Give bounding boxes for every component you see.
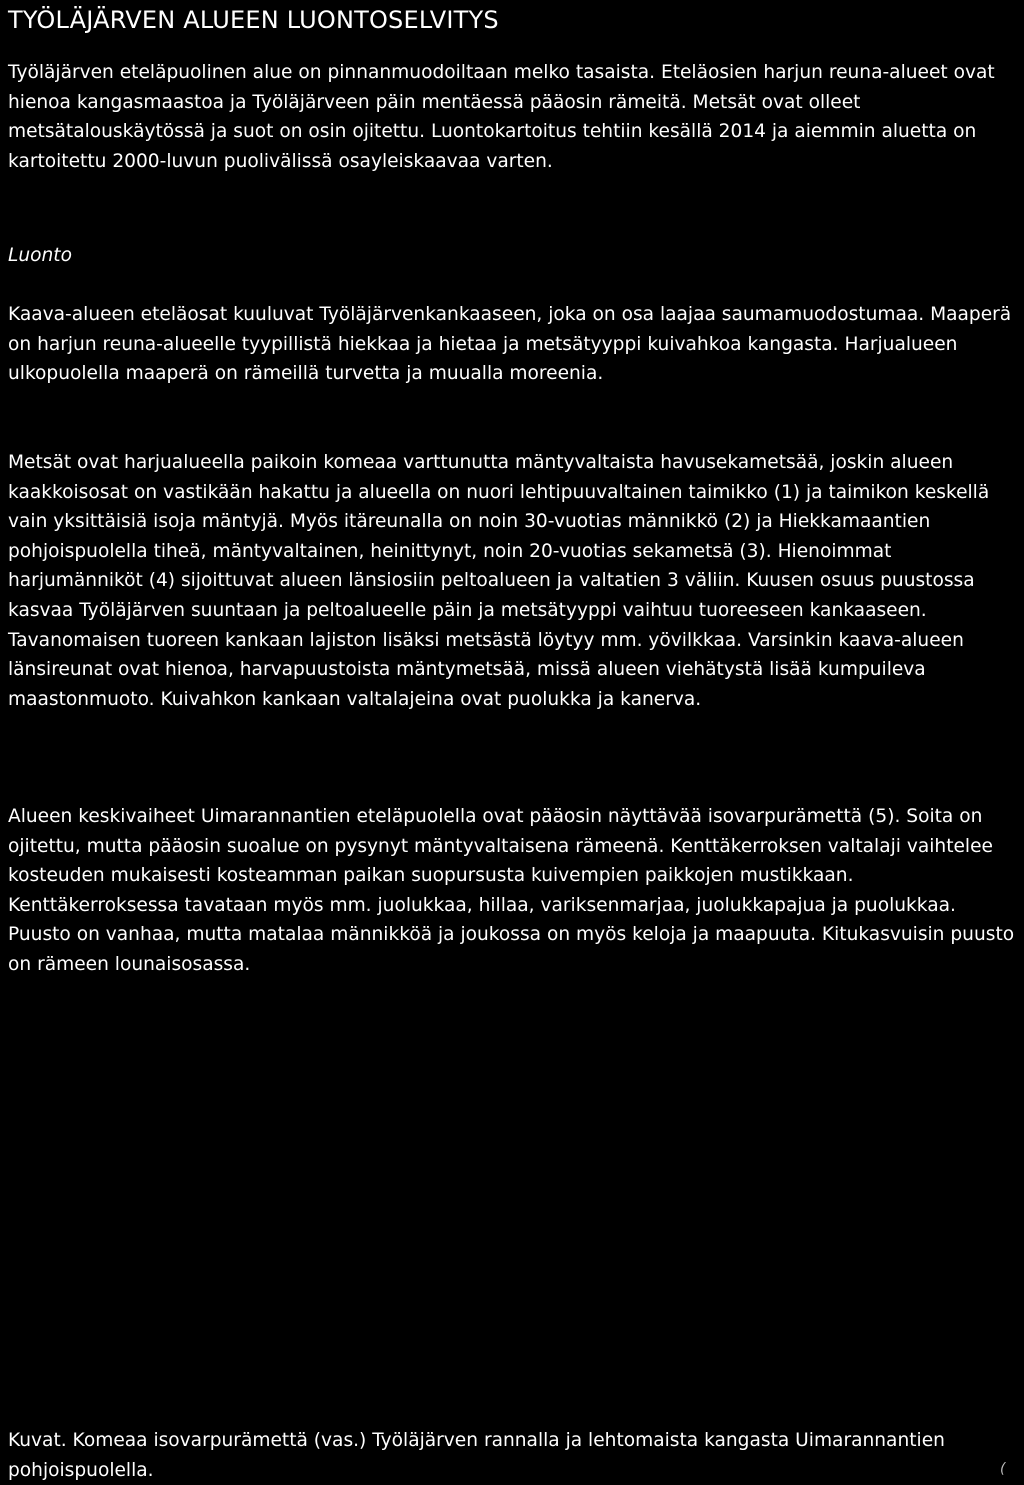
paragraph-forests: Metsät ovat harjualueella paikoin komeaa varttunutta mäntyvaltaista havusekametsää, joskin alueen kaakkoisosat on vastikään hakattu ja alueella on nuori lehtipuuvaltainen taimikko (1) ja taimikon keskellä vain yksittäisiä isoja mäntyjä. Myös itäreunalla on noin 30-vuotias männikkö (2) ja Hiekkamaantien pohjoispuolella tiheä, mäntyvaltainen, heinittynyt, noin 20-vuotias sekametsä (3). Hienoimmat harjumänniköt (4) sijoittuvat alueen länsiosiin peltoalueen ja valtatien 3 väliin. Kuusen osuus puustossa kasvaa Työläjärven suuntaan ja peltoalueelle päin ja metsätyyppi vaihtuu tuoreeseen kankaaseen. Tavanomaisen tuoreen kankaan lajiston lisäksi metsästä löytyy mm. yövilkkaa. Varsinkin kaava-alueen länsireunat ovat hienoa, harvapuustoista mäntymetsää, missä alueen viehätystä lisää kumpuileva maastonmuoto. Kuivahkon kankaan valtalajeina ovat puolukka ja kanerva. xyxy=(8,452,990,710)
corner-mark: ( xyxy=(1000,1461,1006,1477)
section-heading-luonto: Luonto xyxy=(8,245,72,266)
paragraph-soil: Kaava-alueen eteläosat kuuluvat Työläjärvenkankaaseen, joka on osa laajaa saumamuodostumaa. Maaperä on harjun reuna-alueelle tyypillistä hiekkaa ja hietaa ja metsätyyppi kuivahkoa kangasta. Harjualueen ulkopuolella maaperä on rämeillä turvetta ja muualla moreenia. xyxy=(8,304,1012,385)
paragraph-bog: Alueen keskivaiheet Uimarannantien eteläpuolella ovat pääosin näyttävää isovarpurämettä (5). Soita on ojitettu, mutta pääosin suoalue on pysynyt mäntyvaltaisena rämeenä. Kenttäkerroksen valtalaji vaihtelee kosteuden mukaisesti kosteamman paikan suopursusta kuivempien paikkojen mustikkaan. Kenttäkerroksessa tavataan myös mm. juolukkaa, hillaa, variksenmarjaa, juolukkapajua ja puolukkaa. Puusto on vanhaa, mutta matalaa männikköä ja joukossa on myös keloja ja maapuuta. Kitukasvuisin puusto on rämeen lounaisosassa. xyxy=(8,806,1015,975)
document-title: TYÖLÄJÄRVEN ALUEEN LUONTOSELVITYS xyxy=(8,6,499,34)
figure-caption: Kuvat. Komeaa isovarpurämettä (vas.) Työläjärven rannalla ja lehtomaista kangasta Uimarannantien pohjoispuolella. xyxy=(8,1430,945,1481)
intro-paragraph: Työläjärven eteläpuolinen alue on pinnanmuodoiltaan melko tasaista. Eteläosien harjun reuna-alueet ovat hienoa kangasmaastoa ja Työläjärveen päin mentäessä pääosin rämeitä. Metsät ovat olleet metsätalouskäytössä ja suot on osin ojitettu. Luontokartoitus tehtiin kesällä 2014 ja aiemmin aluetta on kartoitettu 2000-luvun puolivälissä osayleiskaavaa varten. xyxy=(8,62,995,172)
